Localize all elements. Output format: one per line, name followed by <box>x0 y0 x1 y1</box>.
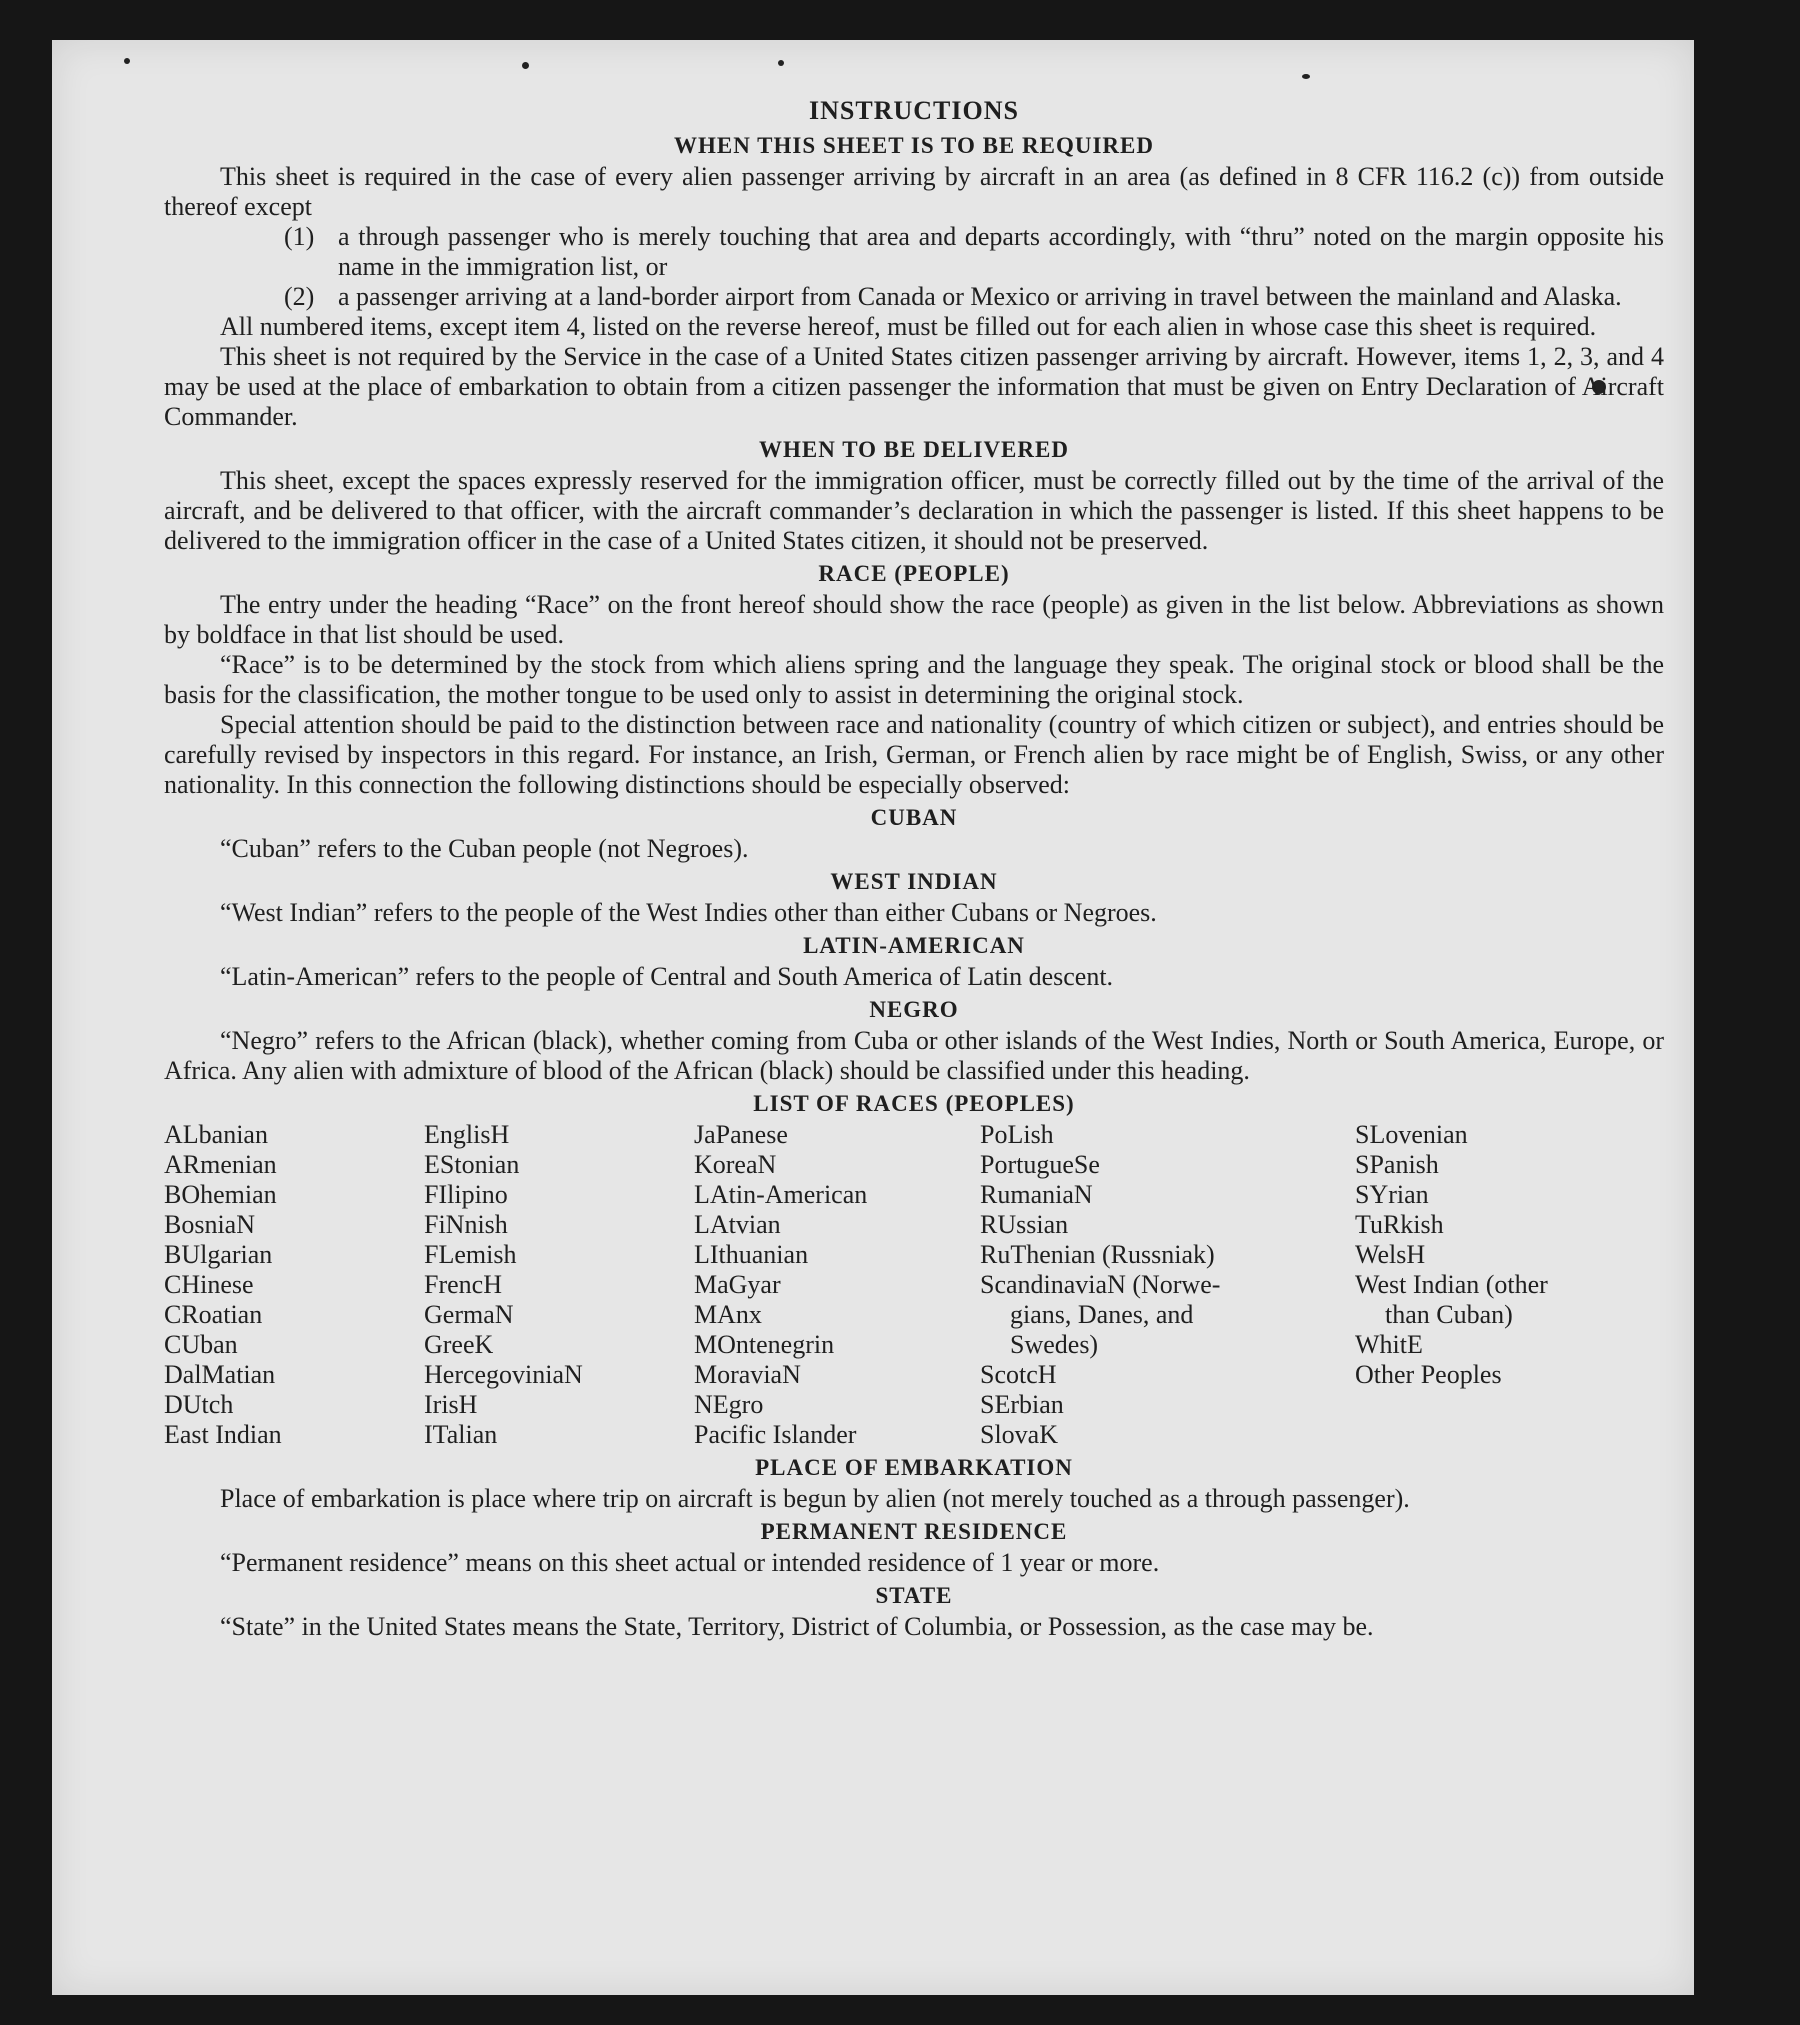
paragraph: This sheet is not required by the Service in the case of a United States citizen passenger arriving by aircraft. However, items 1, 2, 3, and 4 may be used at the place of embarkation to obtain from a citizen passenger the information that must be given on Entry Declaration of Aircraft Commander. <box>164 342 1664 431</box>
race-item: PoLish <box>980 1120 1054 1149</box>
item-number: (1) <box>284 222 315 251</box>
race-item: BOhemian <box>164 1180 277 1209</box>
races-sublist <box>1355 1120 1625 1270</box>
race-item: FrencH <box>424 1270 502 1299</box>
race-item: CRoatian <box>164 1300 263 1329</box>
paragraph: “Negro” refers to the African (black), whether coming from Cuba or other islands of the West Indies, North or South America, Europe, or Africa. Any alien with admixture of blood of the African (black) should be classified under this heading. <box>164 1026 1664 1085</box>
races-column <box>980 1120 1355 1450</box>
item-text: a passenger arriving at a land-border airport from Canada or Mexico or arriving in travel between the mainland and Alaska. <box>338 282 1622 311</box>
section-heading-when-required: WHEN THIS SHEET IS TO BE REQUIRED <box>674 133 1154 158</box>
race-item: EStonian <box>424 1150 520 1179</box>
race-item: BUlgarian <box>164 1240 273 1269</box>
section-heading-race: RACE (PEOPLE) <box>818 561 1010 586</box>
section-heading-latin-american: LATIN-AMERICAN <box>803 933 1025 958</box>
race-item: TuRkish <box>1355 1210 1444 1239</box>
exception-item-2 <box>284 282 1664 312</box>
race-item: SPanish <box>1355 1150 1439 1179</box>
races-column <box>164 1120 424 1450</box>
race-item: HercegoviniaN <box>424 1360 583 1389</box>
race-item: ARmenian <box>164 1150 277 1179</box>
race-item: FIlipino <box>424 1180 508 1209</box>
races-list <box>164 1120 1664 1450</box>
exception-item-1 <box>284 222 1664 282</box>
race-item: MOntenegrin <box>694 1330 835 1359</box>
race-item: WelsH <box>1355 1240 1426 1269</box>
races-column <box>694 1120 980 1450</box>
races-column <box>1355 1120 1625 1450</box>
race-item: GreeK <box>424 1330 494 1359</box>
race-item: JaPanese <box>694 1120 788 1149</box>
race-item: MaGyar <box>694 1270 781 1299</box>
race-item: CUban <box>164 1330 238 1359</box>
race-item: LAtin-American <box>694 1180 868 1209</box>
race-item: KoreaN <box>694 1150 777 1179</box>
item-number: (2) <box>284 282 315 311</box>
section-heading-embarkation: PLACE OF EMBARKATION <box>755 1455 1073 1480</box>
race-item: MAnx <box>694 1300 762 1329</box>
race-item: MoraviaN <box>694 1360 801 1389</box>
paragraph: Special attention should be paid to the distinction between race and nationality (country of which citizen or subject), and entries should be carefully revised by inspectors in this regard. For instance, an Irish, German, or French alien by race might be of English, Swiss, or any other nationality. In this connection the following distinctions should be especially observed: <box>164 710 1664 799</box>
race-item: SLovenian <box>1355 1120 1468 1149</box>
paragraph: All numbered items, except item 4, listed on the reverse hereof, must be filled out for each alien in whose case this sheet is required. <box>220 312 1597 341</box>
race-item: ScotcH <box>980 1360 1057 1389</box>
race-item: East Indian <box>164 1420 282 1449</box>
paragraph: Place of embarkation is place where trip on aircraft is begun by alien (not merely touched as a through passenger). <box>220 1484 1410 1513</box>
section-heading-when-delivered: WHEN TO BE DELIVERED <box>759 437 1069 462</box>
race-item: LAtvian <box>694 1210 781 1239</box>
race-item: SlovaK <box>980 1420 1058 1449</box>
section-heading-cuban: CUBAN <box>870 805 958 830</box>
race-item: SYrian <box>1355 1180 1429 1209</box>
paragraph: “West Indian” refers to the people of the West Indies other than either Cubans or Negroes. <box>220 898 1157 927</box>
race-item: RUssian <box>980 1210 1069 1239</box>
race-item: EnglisH <box>424 1120 510 1149</box>
paragraph: “Latin-American” refers to the people of Central and South America of Latin descent. <box>220 962 1114 991</box>
paragraph: “Race” is to be determined by the stock from which aliens spring and the language they speak. The original stock or blood shall be the basis for the classification, the mother tongue to be used only to assist in determining the original stock. <box>164 650 1664 709</box>
race-item: SErbian <box>980 1390 1064 1419</box>
section-heading-negro: NEGRO <box>869 997 959 1022</box>
scan-speck <box>778 60 784 66</box>
races-sublist <box>980 1120 1355 1270</box>
race-item: NEgro <box>694 1390 764 1419</box>
races-column <box>424 1120 694 1450</box>
scan-speck <box>1302 74 1310 79</box>
race-item-continued: Swedes) <box>1010 1330 1099 1359</box>
item-text: a through passenger who is merely touching that area and departs accordingly, with “thru” noted on the margin opposite his name in the immigration list, or <box>338 222 1664 281</box>
race-item: CHinese <box>164 1270 254 1299</box>
race-item: West Indian (other <box>1355 1270 1548 1299</box>
document-page <box>52 40 1694 1995</box>
paragraph: “State” in the United States means the State, Territory, District of Columbia, or Possession, as the case may be. <box>220 1612 1374 1641</box>
race-item: GermaN <box>424 1300 514 1329</box>
race-item: RumaniaN <box>980 1180 1093 1209</box>
instructions-body <box>164 90 1664 1642</box>
paragraph: “Cuban” refers to the Cuban people (not Negroes). <box>220 834 749 863</box>
race-item-continued: than Cuban) <box>1385 1300 1513 1329</box>
race-item: LIthuanian <box>694 1240 809 1269</box>
race-item: ALbanian <box>164 1120 268 1149</box>
paragraph: “Permanent residence” means on this sheet actual or intended residence of 1 year or more. <box>220 1548 1160 1577</box>
race-item: ScandinaviaN (Norwe- <box>980 1270 1221 1299</box>
race-item: FiNnish <box>424 1210 508 1239</box>
race-item: ITalian <box>424 1420 498 1449</box>
races-sublist <box>1355 1330 1625 1390</box>
scan-speck <box>124 58 130 64</box>
section-heading-state: STATE <box>875 1583 953 1608</box>
race-item: BosniaN <box>164 1210 255 1239</box>
race-item: PortugueSe <box>980 1150 1100 1179</box>
paragraph: This sheet is required in the case of every alien passenger arriving by aircraft in an area (as defined in 8 CFR 116.2 (c)) from outside thereof except <box>164 162 1664 221</box>
race-item-continued: gians, Danes, and <box>1010 1300 1194 1329</box>
race-item: DUtch <box>164 1390 234 1419</box>
race-item: Other Peoples <box>1355 1360 1502 1389</box>
race-item: Pacific Islander <box>694 1420 857 1449</box>
race-item: IrisH <box>424 1390 478 1419</box>
section-heading-west-indian: WEST INDIAN <box>830 869 998 894</box>
race-item: RuThenian (Russniak) <box>980 1240 1215 1269</box>
race-item: WhitE <box>1355 1330 1423 1359</box>
section-heading-list-of-races: LIST OF RACES (PEOPLES) <box>753 1091 1075 1116</box>
races-sublist <box>980 1360 1355 1450</box>
race-item: FLemish <box>424 1240 517 1269</box>
race-item: DalMatian <box>164 1360 276 1389</box>
scan-speck <box>522 62 529 69</box>
section-heading-permanent-residence: PERMANENT RESIDENCE <box>760 1519 1068 1544</box>
paragraph: The entry under the heading “Race” on the front hereof should show the race (people) as given in the list below. Abbreviations as shown by boldface in that list should be used. <box>164 590 1664 649</box>
page-title: INSTRUCTIONS <box>809 96 1019 125</box>
paragraph: This sheet, except the spaces expressly reserved for the immigration officer, must be correctly filled out by the time of the arrival of the aircraft, and be delivered to that officer, with the aircraft commander’s declaration in which the passenger is listed. If this sheet happens to be delivered to the immigration officer in the case of a United States citizen, it should not be preserved. <box>164 466 1664 555</box>
